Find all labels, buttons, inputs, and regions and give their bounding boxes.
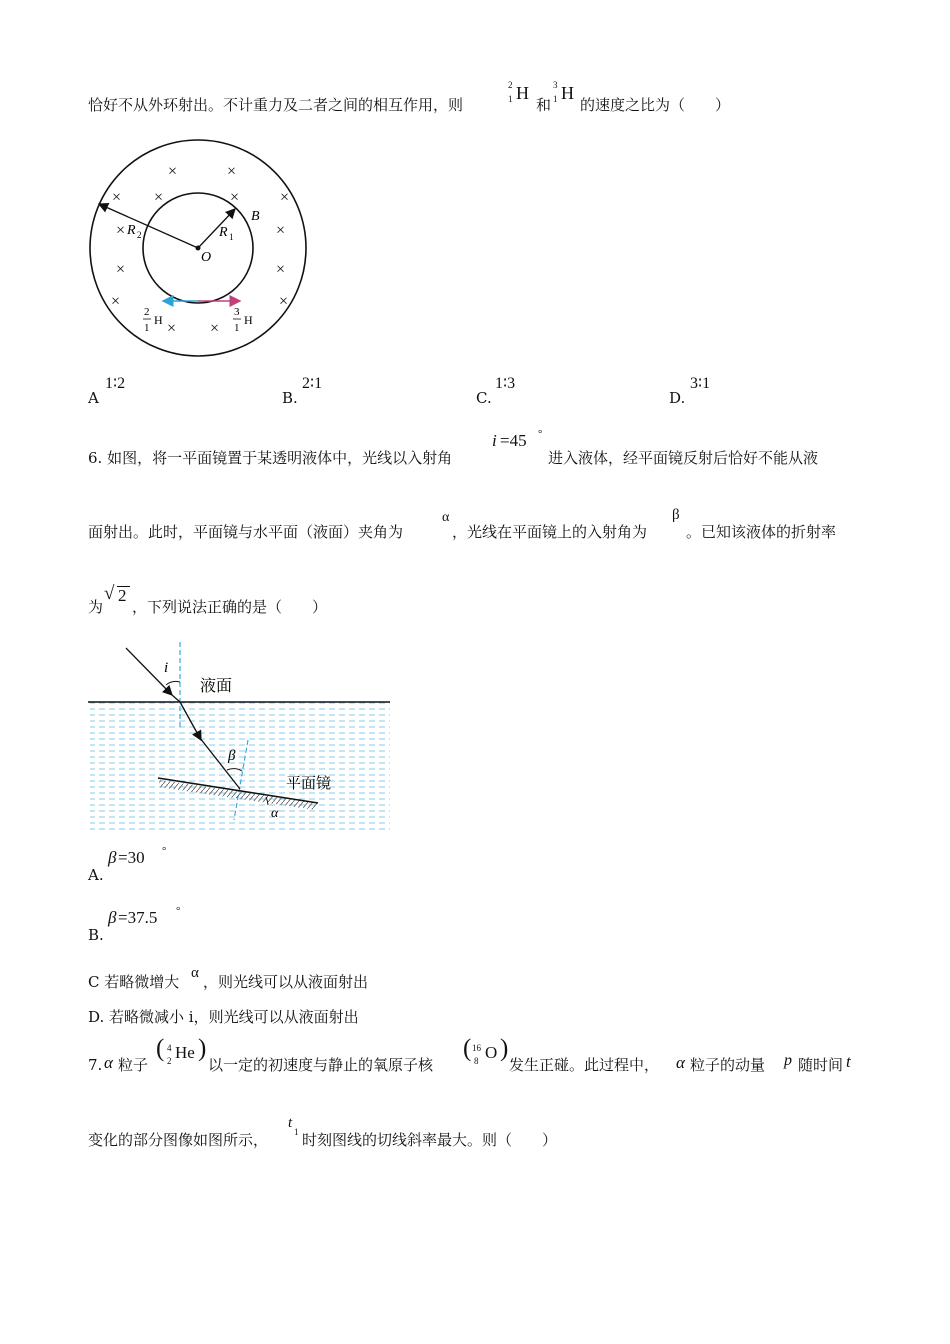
q7-paren2-close: ) [500, 1035, 509, 1062]
q6-sqrt-sym: √ [104, 583, 115, 604]
radius-R2 [99, 204, 198, 248]
cross: × [276, 261, 286, 278]
cross: × [116, 222, 126, 239]
label-R1: R [219, 225, 228, 240]
q6-deg: ° [538, 428, 543, 440]
q5-stem-part2: 的速度之比为（ ） [580, 96, 731, 114]
q6-opt-a-deg: ° [162, 845, 167, 857]
q6-opt-a-letter: A. [88, 866, 104, 884]
q5-h3-charge: 1 [553, 94, 558, 104]
q5-opt-b-value: 2∶1 [302, 375, 323, 392]
iso-left-den: 1 [144, 322, 150, 334]
q7-t4: 粒子的动量 [690, 1056, 766, 1074]
label-O: O [201, 250, 212, 265]
q7-he-mass: 4 [167, 1043, 172, 1053]
q6-opt-c-a: C 若略微增大 [88, 973, 180, 991]
iso-right-num: 3 [234, 306, 240, 318]
q6-line2-c: 。已知该液体的折射率 [686, 523, 837, 541]
label-R1-sub: 1 [229, 232, 234, 242]
cross: × [168, 163, 178, 180]
q6-angle-i: i [492, 431, 497, 450]
iso-right-den: 1 [234, 322, 240, 334]
q6-opt-b-deg: ° [176, 905, 181, 917]
fig-label-beta: β [228, 748, 236, 764]
q5-and: 和 [536, 96, 552, 114]
q6-opt-a-val: =30 [118, 848, 145, 867]
q6-line1-a: 6. 如图，将一平面镜置于某透明液体中，光线以入射角 [88, 449, 453, 467]
q7-t1-sub: 1 [294, 1127, 299, 1137]
liquid-body [90, 702, 390, 834]
cross: × [230, 189, 240, 206]
cross: × [154, 189, 164, 206]
q7-paren-open: ( [156, 1035, 165, 1062]
q5-opt-c-value: 1∶3 [495, 375, 516, 392]
q7-line2-b: 时刻图线的切线斜率最大。则（ ） [302, 1131, 558, 1149]
fig-label-alpha: α [271, 806, 279, 821]
q7-paren-close: ) [198, 1035, 207, 1062]
q7-t2: 以一定的初速度与静止的氧原子核 [208, 1056, 434, 1074]
cross: × [210, 320, 220, 337]
q5-h2-charge: 1 [508, 94, 513, 104]
q7-alpha: α [104, 1053, 113, 1072]
q6-sqrt-val: 2 [118, 586, 127, 605]
q7-t1: 粒子 [118, 1056, 149, 1074]
q7-he-charge: 2 [167, 1056, 172, 1066]
q7-t: t [846, 1052, 851, 1071]
q7-num: 7. [88, 1056, 103, 1074]
q5-stem [88, 95, 463, 115]
q5-opt-a-value: 1∶2 [105, 375, 126, 392]
q5-h2-mass: 2 [508, 80, 513, 90]
q7-alpha2: α [676, 1053, 685, 1072]
iso-left-sym: H [154, 313, 163, 327]
q5-h3-symbol: H [561, 83, 574, 103]
q6-opt-b-letter: B. [88, 926, 104, 944]
q5-opt-c-letter: C. [476, 389, 492, 407]
q7-o-charge: 8 [474, 1056, 479, 1066]
cross: × [276, 222, 286, 239]
iso-right-sym: H [244, 313, 253, 327]
label-R2-sub: 2 [137, 230, 142, 240]
fig-label-surface: 液面 [200, 678, 233, 695]
q6-opt-b-beta: β [108, 908, 117, 927]
q7-paren2-open: ( [463, 1035, 472, 1062]
iso-left-num: 2 [144, 306, 150, 318]
q6-angle-i-val: =45 [500, 431, 527, 450]
cross: × [227, 163, 237, 180]
label-R2: R [127, 223, 136, 238]
q7-p: p [784, 1052, 792, 1069]
cross: × [279, 293, 289, 310]
radius-R1 [198, 209, 235, 248]
q6-beta: β [672, 507, 680, 523]
q6-line3-a: 为 [88, 598, 104, 616]
q6-opt-c-b: ，则光线可以从液面射出 [203, 973, 369, 991]
fig-label-mirror: 平面镜 [286, 776, 332, 792]
q6-alpha: α [442, 510, 450, 525]
q5-stem-part1: 恰好不从外环射出。不计重力及二者之间的相互作用，则 [88, 96, 464, 114]
q5-h2-symbol: H [516, 83, 529, 103]
q7-o-mass: 16 [472, 1043, 481, 1053]
q6-opt-d: D. 若略微减小 i，则光线可以从液面射出 [88, 1008, 359, 1026]
q5-h3-mass: 3 [553, 80, 558, 90]
q7-t3: 发生正碰。此过程中， [509, 1056, 660, 1074]
cross: × [112, 189, 122, 206]
cross: × [116, 261, 126, 278]
q7-line2-a: 变化的部分图像如图所示， [88, 1131, 269, 1149]
cross: × [280, 189, 290, 206]
q6-figure [88, 640, 392, 836]
q5-opt-a-letter: A [88, 389, 99, 407]
q7-t5: 随时间 [798, 1056, 844, 1074]
q6-opt-a-beta: β [108, 848, 117, 867]
cross: × [167, 320, 177, 337]
q5-opt-d-value: 3∶1 [690, 375, 711, 392]
label-B: B [251, 209, 260, 224]
q6-line2-a: 面射出。此时，平面镜与水平面（液面）夹角为 [88, 523, 404, 541]
q5-opt-d-letter: D. [669, 389, 686, 407]
q6-line1-b: 进入液体，经平面镜反射后恰好不能从液 [548, 449, 819, 467]
q6-line3-b: ，下列说法正确的是（ ） [132, 598, 328, 616]
q7-o-sym: O [485, 1043, 498, 1062]
q5-opt-b-letter: B. [282, 389, 298, 407]
q7-he-sym: He [175, 1043, 195, 1062]
q5-figure [85, 138, 315, 358]
cross: × [111, 293, 121, 310]
q6-line2-b: ，光线在平面镜上的入射角为 [452, 523, 648, 541]
fig-label-i: i [164, 660, 169, 676]
q6-opt-c-alpha: α [191, 965, 199, 981]
q7-t1-sym: t [288, 1115, 293, 1131]
q6-opt-b-val: =37.5 [118, 908, 158, 927]
